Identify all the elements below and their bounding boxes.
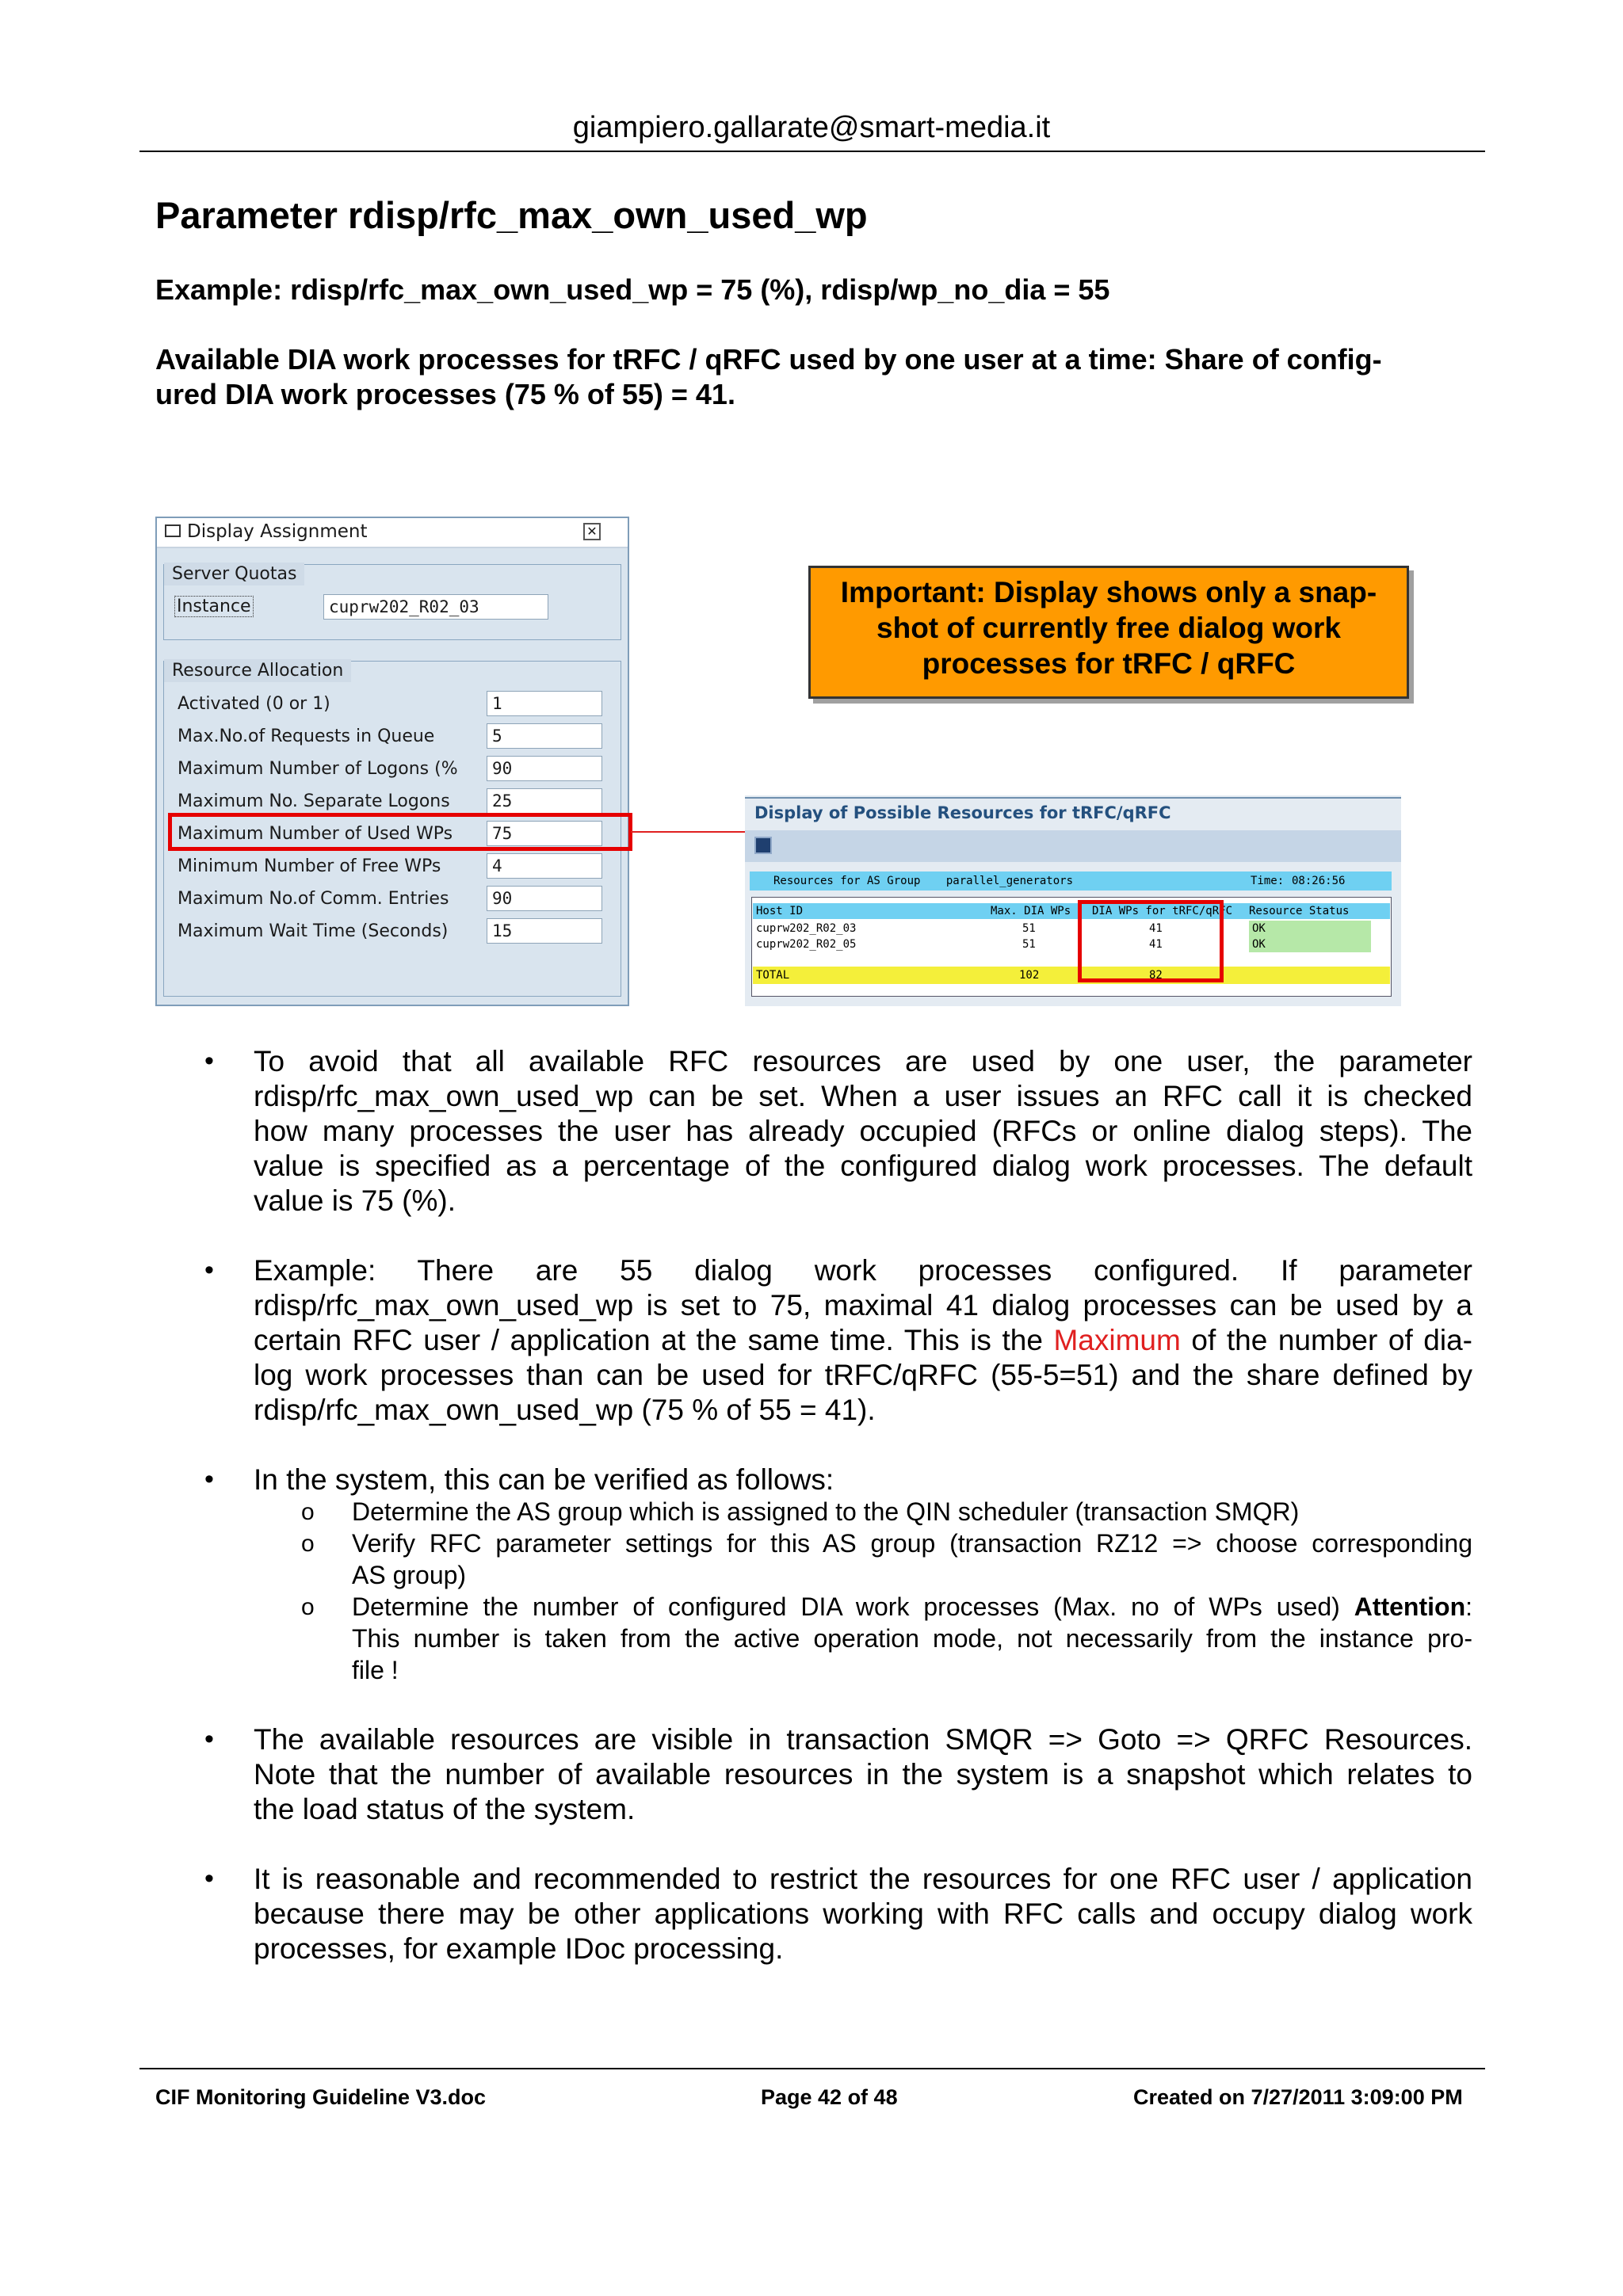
resources-header-row	[753, 903, 1390, 919]
max-wait-time-field[interactable]: 15	[487, 918, 602, 944]
b4-line-3: the load status of the system.	[254, 1793, 636, 1825]
b4-line-1: The available resources are visible in transaction SMQR => Goto => QRFC Resources.	[254, 1723, 1472, 1756]
row2-max: 51	[1022, 938, 1036, 951]
resources-toolbar	[745, 830, 1401, 862]
close-icon[interactable]: ✕	[583, 523, 601, 540]
bullet-3-intro: In the system, this can be verified as follows:	[254, 1463, 834, 1496]
b2-line-5: rdisp/rfc_max_own_used_wp (75 % of 55 = 41).	[254, 1394, 876, 1426]
row1-max: 51	[1022, 922, 1036, 935]
important-callout	[808, 566, 1409, 699]
s3-line-1	[352, 1591, 1472, 1623]
callout-line-3: processes for tRFC / qRFC	[922, 647, 1296, 680]
resources-top-rule	[745, 797, 1401, 799]
sub-bullet-3-marker: o	[301, 1594, 315, 1620]
b5-line-1: It is reasonable and recommended to restrict the resources for one RFC user / application	[254, 1863, 1472, 1895]
b2-line-3-pre: certain RFC user / application at the same time. This is the	[254, 1324, 1054, 1356]
header-rule	[139, 151, 1485, 152]
resources-title: Display of Possible Resources for tRFC/qRFC	[754, 803, 1171, 822]
dialog-titlebar	[157, 518, 628, 548]
b2-line-4: log work processes than can be used for tRFC/qRFC (55-5=51) and the share defined by	[254, 1359, 1472, 1391]
b2-line-1: Example: There are 55 dialog work processes configured. If parameter	[254, 1254, 1472, 1287]
activated-label: Activated (0 or 1)	[178, 694, 330, 714]
maximum-highlight: Maximum	[1053, 1324, 1181, 1356]
bullet-4-text	[254, 1722, 1472, 1827]
max-separate-logons-label: Maximum No. Separate Logons	[178, 791, 450, 811]
row2-host: cuprw202_R02_05	[756, 938, 857, 951]
b2-line-2: rdisp/rfc_max_own_used_wp is set to 75, maximal 41 dialog processes can be used by a	[254, 1289, 1472, 1322]
max-requests-field[interactable]: 5	[487, 723, 602, 749]
bullet-1-text	[254, 1044, 1472, 1219]
sub-bullet-1-marker: o	[301, 1499, 315, 1525]
refresh-icon[interactable]	[754, 837, 772, 854]
total-label: TOTAL	[756, 969, 790, 982]
col-max: Max. DIA WPs	[991, 905, 1071, 917]
available-line-2: ured DIA work processes (75 % of 55) = 41.	[155, 378, 735, 410]
as-group-value: parallel_generators	[945, 875, 1074, 887]
bullet-2-text	[254, 1253, 1472, 1428]
footer-left: CIF Monitoring Guideline V3.doc	[155, 2085, 486, 2109]
b4-line-2: Note that the number of available resources in the system is a snapshot which relates to	[254, 1758, 1472, 1791]
min-free-wps-field[interactable]: 4	[487, 853, 602, 879]
s2-line-2: AS group)	[352, 1561, 467, 1589]
footer-page: Page 42 of 48	[761, 2085, 898, 2109]
max-logons-field[interactable]: 90	[487, 756, 602, 781]
s3-line-2: This number is taken from the active operation mode, not necessarily from the instance pro-	[352, 1624, 1472, 1653]
instance-field[interactable]: cuprw202_R02_03	[323, 594, 548, 620]
sub-bullet-2	[352, 1527, 1472, 1591]
row1-dia: 41	[1149, 922, 1163, 935]
max-logons-label: Maximum Number of Logons (%	[178, 759, 458, 779]
sub-bullet-1: Determine the AS group which is assigned to the QIN scheduler (transaction SMQR)	[352, 1497, 1300, 1526]
footer-right: Created on 7/27/2011 3:09:00 PM	[1133, 2085, 1463, 2109]
example-line: Example: rdisp/rfc_max_own_used_wp = 75 (%), rdisp/wp_no_dia = 55	[155, 273, 1110, 306]
time-label: Time:	[1251, 875, 1285, 887]
row1-status: OK	[1249, 921, 1371, 936]
row2-status: OK	[1249, 936, 1371, 952]
as-group-bar	[750, 871, 1392, 891]
b2-line-3-post: of the number of dia-	[1180, 1324, 1472, 1356]
bullet-5-text	[254, 1862, 1472, 1966]
available-line-1: Available DIA work processes for tRFC / qRFC used by one user at a time: Share of config-	[155, 343, 1382, 376]
resources-window	[745, 795, 1401, 1006]
footer-rule	[139, 2068, 1485, 2069]
dialog-window-icon	[165, 524, 181, 537]
highlight-dia-column	[1078, 900, 1224, 982]
b5-line-2: because there may be other applications working with RFC calls and occupy dialog work	[254, 1897, 1472, 1930]
b1-line-2: rdisp/rfc_max_own_used_wp can be set. When a user issues an RFC call it is checked	[254, 1080, 1472, 1112]
attention-colon: :	[1465, 1592, 1472, 1621]
sub-bullet-3	[352, 1591, 1472, 1686]
header-email: giampiero.gallarate@smart-media.it	[572, 111, 1051, 144]
bullet-3-dot: •	[204, 1464, 214, 1494]
sub-bullet-2-marker: o	[301, 1531, 315, 1557]
total-max: 102	[1019, 969, 1040, 982]
attention-label: Attention	[1354, 1592, 1466, 1621]
b1-line-4: value is specified as a percentage of the configured dialog work processes. The default	[254, 1150, 1472, 1182]
page-title: Parameter rdisp/rfc_max_own_used_wp	[155, 194, 868, 236]
b1-line-5: value is 75 (%).	[254, 1184, 456, 1217]
instance-label: Instance	[174, 596, 254, 617]
table-row	[753, 921, 1390, 936]
row1-host: cuprw202_R02_03	[756, 922, 857, 935]
bullet-5-dot: •	[204, 1863, 214, 1894]
b1-line-1: To avoid that all available RFC resources are used by one user, the parameter	[254, 1045, 1472, 1077]
row2-dia: 41	[1149, 938, 1163, 951]
col-dia: DIA WPs for tRFC/qRFC	[1092, 905, 1233, 917]
s3-line-3: file !	[352, 1656, 399, 1684]
max-separate-logons-field[interactable]: 25	[487, 788, 602, 814]
total-row	[753, 967, 1390, 984]
max-comm-entries-field[interactable]: 90	[487, 886, 602, 911]
total-dia: 82	[1149, 969, 1163, 982]
b2-line-3	[254, 1323, 1472, 1358]
max-used-wps-field[interactable]: 75	[487, 821, 602, 846]
resource-allocation-title: Resource Allocation	[164, 659, 351, 682]
b5-line-3: processes, for example IDoc processing.	[254, 1932, 784, 1965]
activated-field[interactable]: 1	[487, 691, 602, 716]
callout-line-2: shot of currently free dialog work	[876, 612, 1341, 644]
dialog-title: Display Assignment	[187, 521, 368, 542]
col-host: Host ID	[756, 905, 804, 917]
max-comm-entries-label: Maximum No.of Comm. Entries	[178, 889, 449, 909]
max-used-wps-label: Maximum Number of Used WPs	[178, 824, 453, 844]
bullet-4-dot: •	[204, 1724, 214, 1754]
s2-line-1: Verify RFC parameter settings for this AS group (transaction RZ12 => choose corresponding	[352, 1529, 1472, 1558]
display-assignment-dialog	[155, 517, 629, 1006]
highlight-used-wps	[168, 813, 632, 851]
time-value: 08:26:56	[1292, 875, 1346, 887]
max-requests-label: Max.No.of Requests in Queue	[178, 727, 435, 746]
max-wait-time-label: Maximum Wait Time (Seconds)	[178, 921, 449, 941]
b1-line-3: how many processes the user has already occupied (RFCs or online dialog steps). The	[254, 1115, 1472, 1147]
bullet-2-dot: •	[204, 1255, 214, 1285]
min-free-wps-label: Minimum Number of Free WPs	[178, 856, 441, 876]
as-group-label: Resources for AS Group	[773, 875, 921, 887]
bullet-1-dot: •	[204, 1046, 214, 1076]
server-quotas-title: Server Quotas	[164, 563, 304, 585]
table-row	[753, 936, 1390, 952]
s3-line-1-text: Determine the number of configured DIA work processes (Max. no of WPs used)	[352, 1592, 1354, 1621]
callout-line-1: Important: Display shows only a snap-	[840, 576, 1377, 608]
col-status: Resource Status	[1249, 905, 1350, 917]
